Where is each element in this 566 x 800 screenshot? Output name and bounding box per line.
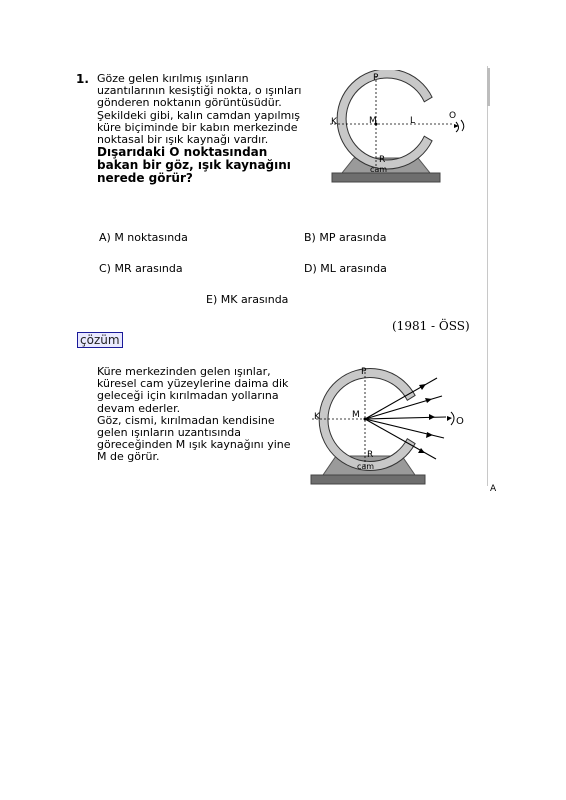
scrollbar-track[interactable] [487,66,488,486]
ray-arrows [418,384,435,453]
question-body: Göze gelen kırılmış ışınların uzantılarının kesiştiği nokta, o ışınları gönderen noktanın görüntüsüdür. Şekildeki gibi, kalın camdan yapılmış küre biçiminde bir kabın merkezinde noktasal bir ışık kaynağı vardır. [97,72,302,147]
source-reference: (1981 - ÖSS) [392,319,470,333]
label-P: P [373,73,379,83]
solution-paragraph-2: Göz, cismi, kırılmadan kendisine gelen ışınların uzantısında göreceğinden M ışık kaynağını yine M de görür. [97,413,291,464]
option-a[interactable]: A) M noktasında [99,231,188,244]
option-b[interactable]: B) MP arasında [304,231,387,244]
label-O: O [449,111,457,121]
question-text [97,73,302,185]
stand-base [332,173,440,182]
label-L: L [410,116,416,126]
scrollbar-thumb[interactable] [487,68,490,106]
option-d[interactable]: D) ML arasında [304,262,387,275]
option-e[interactable]: E) MK arasında [206,293,289,306]
label-K: K [331,117,337,127]
eye-icon [454,120,464,132]
label-M: M [369,116,377,126]
label-R: R [367,450,374,460]
label-O: O [456,416,464,427]
eye-icon [447,412,454,425]
figure-1-glass-sphere [320,70,470,195]
label-P: P [361,367,367,377]
question-number: 1. [76,72,89,86]
corner-mark: A [490,484,497,494]
solution-text [97,366,297,464]
question-prompt: Dışarıdaki O noktasından bakan bir göz, ışık kaynağını nerede görür? [97,145,291,186]
stand-base [311,475,425,484]
label-cam: cam [370,165,388,174]
label-M: M [352,410,360,420]
solution-paragraph-1: Küre merkezinden gelen ışınlar, küresel cam yüzeylerine daima dik geleceği için kırılmadan yollarına devam ederler. [97,365,289,415]
label-R: R [379,155,386,165]
figure-2-ray-diagram [300,362,475,490]
option-c[interactable]: C) MR arasında [99,262,183,275]
label-K: K [314,412,320,422]
label-cam: cam [357,462,375,471]
solution-label[interactable]: çözüm [77,332,123,348]
